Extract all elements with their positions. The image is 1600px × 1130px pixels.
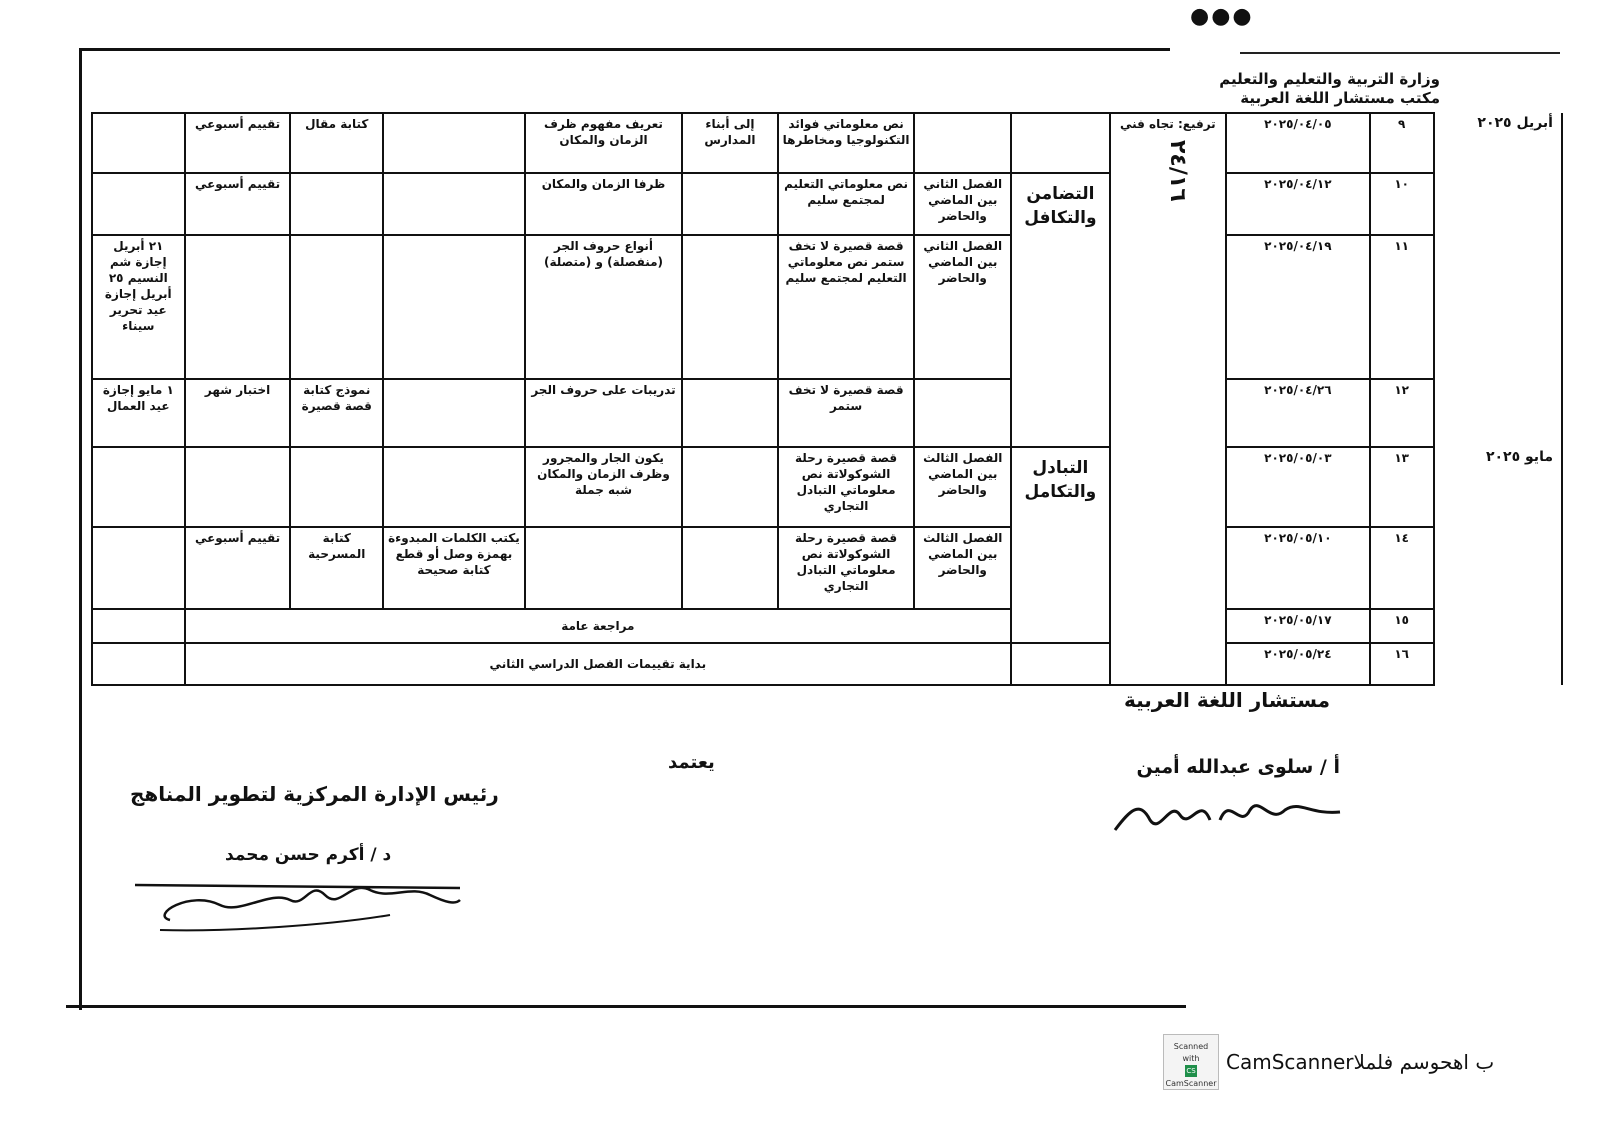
month-cell — [1434, 527, 1562, 609]
spelling-cell — [383, 447, 525, 527]
head-signature — [130, 860, 470, 940]
date-cell: ٢٠٢٥/٠٥/١٠ — [1226, 527, 1370, 609]
notes-cell — [92, 447, 185, 527]
date-cell: ٢٠٢٥/٠٤/٠٥ — [1226, 113, 1370, 173]
ministry-name: وزارة التربية والتعليم والتعليم — [1219, 70, 1440, 88]
notes-cell — [92, 113, 185, 173]
writing-cell: نموذج كتابة قصة قصيرة — [290, 379, 383, 447]
table-row — [92, 173, 1562, 235]
reading-cell — [682, 235, 778, 379]
table-row — [92, 235, 1562, 379]
frame-top-border — [80, 48, 1170, 51]
chapter-cell — [914, 113, 1011, 173]
grammar-cell: تعريف مفهوم ظرف الزمان والمكان — [525, 113, 682, 173]
week-cell: ١٣ — [1370, 447, 1434, 527]
assessment-cell: اختبار شهر — [185, 379, 291, 447]
grammar-cell: تدريبات على حروف الجر — [525, 379, 682, 447]
spelling-cell: يكتب الكلمات المبدوءة بهمزة وصل أو قطع كتابة صحيحة — [383, 527, 525, 609]
unit-cell: التبادل والتكامل — [1011, 447, 1110, 527]
text-cell: نص معلوماتي التعليم لمجتمع سليم — [778, 173, 915, 235]
reading-cell — [682, 527, 778, 609]
assessment-cell: تقييم أسبوعي — [185, 527, 291, 609]
notes-cell — [92, 527, 185, 609]
grammar-cell: ظرفا الزمان والمكان — [525, 173, 682, 235]
week-cell: ١١ — [1370, 235, 1434, 379]
adviser-signature — [1110, 790, 1350, 840]
text-cell: قصة قصيرة رحلة الشوكولاتة نص معلوماتي التبادل التجاري — [778, 447, 915, 527]
chapter-cell: الفصل الثالث بين الماضي والحاضر — [914, 527, 1011, 609]
reading-cell — [682, 447, 778, 527]
strategy-cell — [1110, 447, 1226, 527]
month-cell — [1434, 379, 1562, 447]
month-cell — [1434, 173, 1562, 235]
week-cell: ١٢ — [1370, 379, 1434, 447]
notes-cell: ١ مايو إجازة عيد العمال — [92, 379, 185, 447]
week-cell: ١٤ — [1370, 527, 1434, 609]
table-row — [92, 113, 1562, 173]
table-row — [92, 447, 1562, 527]
chapter-cell: الفصل الثاني بين الماضي والحاضر — [914, 235, 1011, 379]
frame-left-border — [79, 48, 82, 1010]
text-cell: قصة قصيرة لا تخف ستمر — [778, 379, 915, 447]
spelling-cell — [383, 235, 525, 379]
office-name: مكتب مستشار اللغة العربية — [1240, 89, 1440, 107]
notes-cell — [92, 643, 185, 685]
notes-cell — [92, 609, 185, 643]
assessment-start-cell: بداية تقييمات الفصل الدراسي الثاني — [185, 643, 1011, 685]
strategy-cell — [1110, 643, 1226, 685]
spelling-cell — [383, 173, 525, 235]
chapter-cell: الفصل الثاني بين الماضي والحاضر — [914, 173, 1011, 235]
ministry-header — [1219, 70, 1440, 108]
frame-top-border-right — [1240, 52, 1560, 54]
notes-cell: ٢١ أبريل إجازة شم النسيم ٢٥ أبريل إجازة عيد تحرير سيناء — [92, 235, 185, 379]
table-row — [92, 643, 1562, 685]
chapter-cell — [914, 379, 1011, 447]
strategy-cell — [1110, 235, 1226, 379]
spelling-cell — [383, 379, 525, 447]
week-cell: ٩ — [1370, 113, 1434, 173]
reading-cell — [682, 173, 778, 235]
writing-cell: كتابة المسرحية — [290, 527, 383, 609]
text-cell: قصة قصيرة لا تخف ستمر نص معلوماتي التعليم لمجتمع سليم — [778, 235, 915, 379]
camscanner-badge — [1163, 1034, 1219, 1090]
text-cell: قصة قصيرة رحلة الشوكولاتة نص معلوماتي التبادل التجاري — [778, 527, 915, 609]
text-cell: نص معلوماتي فوائد التكنولوجيا ومخاطرها — [778, 113, 915, 173]
table-row — [92, 609, 1562, 643]
spelling-cell — [383, 113, 525, 173]
camscanner-logo-icon: CS — [1186, 1067, 1196, 1075]
writing-cell: كتابة مقال — [290, 113, 383, 173]
unit-cell — [1011, 643, 1110, 685]
strategy-cell — [1110, 609, 1226, 643]
camscanner-caption: CamScannerب اهحوسم فلملا — [1226, 1050, 1495, 1074]
reading-cell — [682, 379, 778, 447]
chapter-cell: الفصل الثالث بين الماضي والحاضر — [914, 447, 1011, 527]
table-row — [92, 379, 1562, 447]
month-cell: مايو ٢٠٢٥ — [1434, 447, 1562, 527]
date-cell: ٢٠٢٥/٠٤/١٩ — [1226, 235, 1370, 379]
date-cell: ٢٠٢٥/٠٥/٠٣ — [1226, 447, 1370, 527]
adviser-name: أ / سلوى عبدالله أمين — [1136, 756, 1340, 778]
month-cell — [1434, 235, 1562, 379]
date-cell: ٢٠٢٥/٠٥/٢٤ — [1226, 643, 1370, 685]
general-review-cell: مراجعة عامة — [185, 609, 1011, 643]
strategy-cell — [1110, 173, 1226, 235]
date-cell: ٢٠٢٥/٠٤/٢٦ — [1226, 379, 1370, 447]
unit-cell: التضامن والتكافل — [1011, 173, 1110, 235]
badge-line2: CamScanner — [1165, 1078, 1217, 1088]
date-cell: ٢٠٢٥/٠٥/١٧ — [1226, 609, 1370, 643]
strategy-cell: ترفيع: تجاه فني — [1110, 113, 1226, 173]
grammar-cell — [525, 527, 682, 609]
head-name: د / أكرم حسن محمد — [225, 845, 392, 865]
month-cell: أبريل ٢٠٢٥ — [1434, 113, 1562, 173]
unit-cell — [1011, 113, 1110, 173]
strategy-cell — [1110, 527, 1226, 609]
grammar-cell: أنواع حروف الجر (منفصلة) و (متصلة) — [525, 235, 682, 379]
writing-cell — [290, 235, 383, 379]
month-cell — [1434, 609, 1562, 643]
week-cell: ١٥ — [1370, 609, 1434, 643]
reading-cell: إلى أبناء المدارس — [682, 113, 778, 173]
frame-bottom-border — [66, 1005, 1186, 1008]
writing-cell — [290, 173, 383, 235]
writing-cell — [290, 447, 383, 527]
adviser-title: مستشار اللغة العربية — [1123, 688, 1330, 712]
unit-cell — [1011, 379, 1110, 447]
top-dots: ●●● — [1190, 4, 1254, 29]
assessment-cell: تقييم أسبوعي — [185, 113, 291, 173]
notes-cell — [92, 173, 185, 235]
head-title: رئيس الإدارة المركزية لتطوير المناهج — [130, 782, 499, 806]
assessment-cell — [185, 235, 291, 379]
unit-cell — [1011, 235, 1110, 379]
strategy-cell — [1110, 379, 1226, 447]
month-cell — [1434, 643, 1562, 685]
unit-cell — [1011, 527, 1110, 609]
week-cell: ١٠ — [1370, 173, 1434, 235]
handwritten-date-stamp: ٢٤/١٦ — [1165, 140, 1190, 202]
week-cell: ١٦ — [1370, 643, 1434, 685]
curriculum-plan-table — [91, 112, 1563, 686]
badge-line1: Scanned with — [1173, 1042, 1209, 1063]
table-row — [92, 527, 1562, 609]
approve-label: يعتمد — [668, 752, 715, 773]
assessment-cell — [185, 447, 291, 527]
assessment-cell: تقييم أسبوعي — [185, 173, 291, 235]
unit-cell — [1011, 609, 1110, 643]
grammar-cell: يكون الجار والمجرور وظرف الزمان والمكان شبه جملة — [525, 447, 682, 527]
date-cell: ٢٠٢٥/٠٤/١٢ — [1226, 173, 1370, 235]
